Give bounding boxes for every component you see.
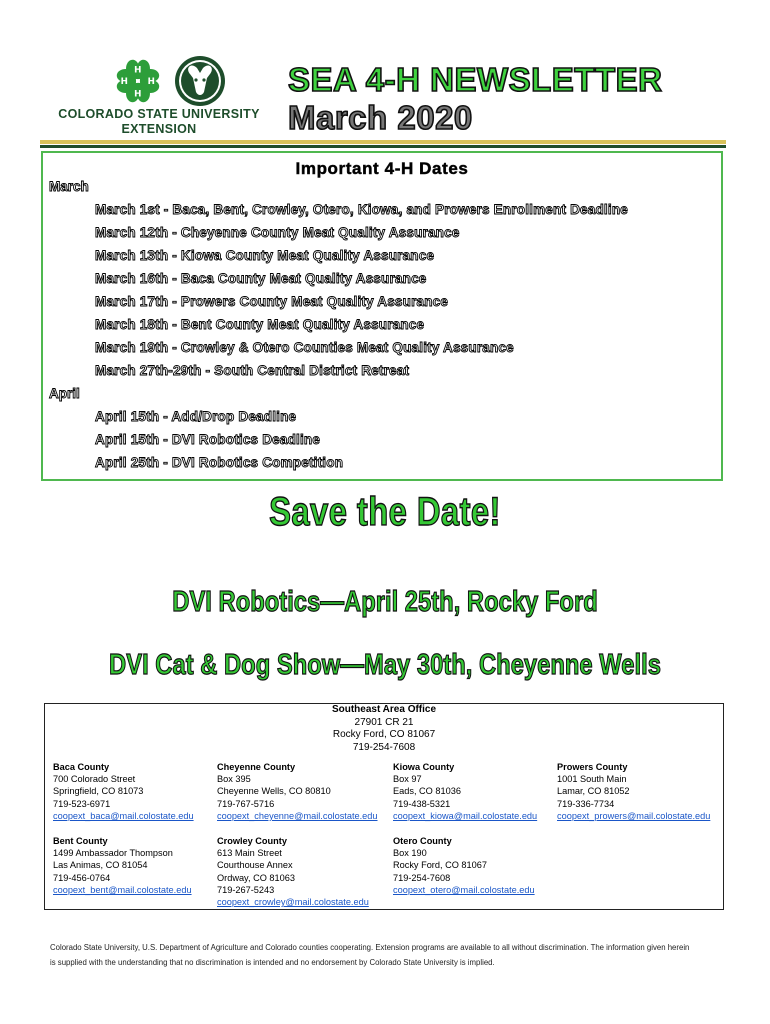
email-link[interactable]: coopext_otero@mail.colostate.edu (393, 884, 535, 895)
county-prowers: Prowers County 1001 South Main Lamar, CO 81052 719-336-7734 coopext_prowers@mail.colostate.edu (557, 762, 711, 821)
area-office (45, 704, 723, 754)
date-item: March 1st - Baca, Bent, Crowley, Otero, Kiowa, and Prowers Enrollment Deadline (95, 202, 628, 217)
county-kiowa: Kiowa County Box 97 Eads, CO 81036 719-438-5321 coopext_kiowa@mail.colostate.edu (393, 762, 538, 821)
date-item: March 17th - Prowers County Meat Quality Assurance (95, 294, 449, 309)
date-item: March 12th - Cheyenne County Meat Quality Assurance (95, 225, 460, 240)
date-item: April 15th - Add/Drop Deadline (95, 409, 297, 424)
header-rule-green (40, 145, 726, 148)
important-dates-box (41, 151, 723, 481)
svg-text:H: H (147, 76, 155, 87)
email-link[interactable]: coopext_cheyenne@mail.colostate.edu (217, 810, 378, 821)
date-item: March 18th - Bent County Meat Quality Assurance (95, 317, 425, 332)
email-link[interactable]: coopext_prowers@mail.colostate.edu (557, 810, 711, 821)
email-link[interactable]: coopext_crowley@mail.colostate.edu (217, 897, 369, 908)
month-heading-march: March (49, 179, 89, 194)
date-item: April 25th - DVI Robotics Competition (95, 455, 344, 470)
county-otero: Otero County Box 190 Rocky Ford, CO 81067 719-254-7608 coopext_otero@mail.colostate.edu (393, 836, 535, 895)
svg-text:H: H (134, 89, 142, 100)
office-phone: 719-254-7608 (352, 741, 416, 753)
office-directory (44, 703, 724, 910)
four-h-clover-icon (109, 52, 167, 110)
event-robotics: DVI Robotics—April 25th, Rocky Ford (172, 586, 598, 618)
month-heading-april: April (49, 386, 80, 401)
office-address2: Rocky Ford, CO 81067 (332, 729, 436, 740)
header-rule-gold (40, 140, 726, 144)
date-item: April 15th - DVI Robotics Deadline (95, 432, 321, 447)
csu-extension-logo (46, 50, 276, 140)
email-link[interactable]: coopext_baca@mail.colostate.edu (53, 810, 194, 821)
date-item: March 27th-29th - South Central District Retreat (95, 363, 410, 378)
nondiscrimination-footer: Colorado State University, U.S. Department of Agriculture and Colorado counties cooperating. Extension programs are available to all without discrimination. The information given herein is supplied with the understanding that no discrimination is intended and no endorsement by Colorado State University is implied. (50, 943, 690, 967)
save-the-date-heading: Save the Date! (269, 490, 501, 534)
date-item: March 19th - Crowley & Otero Counties Meat Quality Assurance (95, 340, 514, 355)
email-link[interactable]: coopext_kiowa@mail.colostate.edu (393, 810, 538, 821)
newsletter-date: March 2020 (288, 99, 473, 136)
email-link[interactable]: coopext_bent@mail.colostate.edu (53, 884, 192, 895)
county-baca: Baca County 700 Colorado Street Springfield, CO 81073 719-523-6971 coopext_baca@mail.colostate.edu (53, 762, 194, 821)
event-cat-dog-show: DVI Cat & Dog Show—May 30th, Cheyenne Wells (109, 649, 661, 681)
county-crowley: Crowley County 613 Main Street Courthouse Annex Ordway, CO 81063 719-267-5243 coopext_crowley@mail.colostate.edu (217, 836, 369, 908)
svg-text:H: H (120, 76, 128, 87)
county-bent: Bent County 1499 Ambassador Thompson Las Animas, CO 81054 719-456-0764 coopext_bent@mail.colostate.edu (53, 836, 192, 895)
date-item: March 13th - Kiowa County Meat Quality Assurance (95, 248, 435, 263)
county-cheyenne: Cheyenne County Box 395 Cheyenne Wells, CO 80810 719-767-5716 coopext_cheyenne@mail.colostate.edu (217, 762, 378, 821)
org-name: COLORADO STATE UNIVERSITY EXTENSION (58, 107, 260, 136)
important-dates-title: Important 4-H Dates (295, 159, 469, 178)
svg-text:H: H (134, 65, 142, 76)
office-name: Southeast Area Office (331, 704, 437, 715)
office-address1: 27901 CR 21 (354, 716, 414, 728)
csu-ram-icon (173, 54, 227, 108)
date-item: March 16th - Baca County Meat Quality Assurance (95, 271, 427, 286)
newsletter-title: SEA 4-H NEWSLETTER (288, 61, 663, 98)
